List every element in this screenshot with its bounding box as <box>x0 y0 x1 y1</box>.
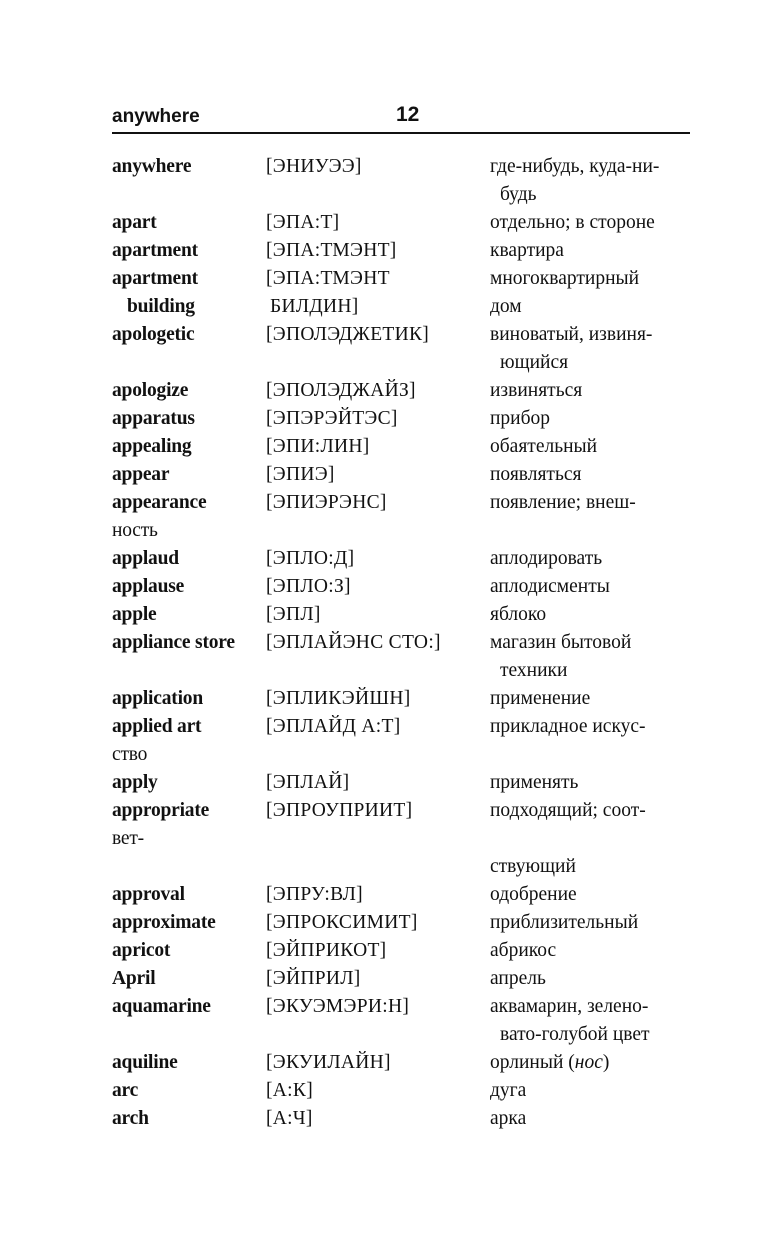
translation-continued: ствующий <box>490 856 576 877</box>
transcription: [ЭПЛАЙЭНС СТО:] <box>266 632 441 653</box>
translation-continued: дом <box>490 296 522 317</box>
entry-line <box>0 237 768 265</box>
translation: применять <box>490 772 579 793</box>
translation: обаятельный <box>490 436 598 457</box>
transcription: [ЭЙПРИЛ] <box>266 968 361 989</box>
transcription: [ЭПЛИКЭЙШН] <box>266 688 411 709</box>
transcription: [ЭПА:Т] <box>266 212 340 233</box>
entry-line <box>0 321 768 349</box>
transcription: [ЭПА:ТМЭНТ <box>266 268 390 289</box>
transcription: [А:К] <box>266 1080 313 1101</box>
transcription: [ЭПИЭ] <box>266 464 335 485</box>
entry-continuation <box>0 853 768 881</box>
entry-line <box>0 433 768 461</box>
transcription: [ЭПЛАЙД А:Т] <box>266 716 401 737</box>
translation: извиняться <box>490 380 583 401</box>
entry-line <box>0 881 768 909</box>
transcription: [ЭПЛ] <box>266 604 321 625</box>
headword: April <box>112 968 156 989</box>
entry-line <box>0 405 768 433</box>
headword: arch <box>112 1108 149 1129</box>
translation-continued: ство <box>112 744 148 765</box>
translation: квартира <box>490 240 564 261</box>
translation-continued: вато-голубой цвет <box>500 1024 650 1045</box>
entry-line <box>0 965 768 993</box>
entry-continuation <box>0 657 768 685</box>
entry-line <box>0 265 768 293</box>
headword: apartment <box>112 268 198 289</box>
entry-continuation <box>0 517 768 545</box>
headword: approval <box>112 884 185 905</box>
transcription-continued: БИЛДИН] <box>270 296 359 317</box>
translation: дуга <box>490 1080 527 1101</box>
entry-line <box>0 769 768 797</box>
entry-line <box>0 601 768 629</box>
headword: application <box>112 688 203 709</box>
translation: аплодисменты <box>490 576 610 597</box>
translation: магазин бытовой <box>490 632 632 653</box>
translation-continued: ность <box>112 520 158 541</box>
translation: аквамарин, зелено- <box>490 996 649 1017</box>
entry-line <box>0 993 768 1021</box>
translation: прикладное искус- <box>490 716 646 737</box>
headword: approximate <box>112 912 216 933</box>
translation: многоквартирный <box>490 268 640 289</box>
translation: арка <box>490 1108 527 1129</box>
transcription: [ЭНИУЭЭ] <box>266 156 362 177</box>
entry-line <box>0 573 768 601</box>
entry-line <box>0 685 768 713</box>
translation-continued: вет- <box>112 828 144 849</box>
entry-line <box>0 629 768 657</box>
entry-line <box>0 797 768 825</box>
entry-line <box>0 545 768 573</box>
translation: приблизительный <box>490 912 639 933</box>
entry-line <box>0 1077 768 1105</box>
translation-continued: будь <box>500 184 537 205</box>
translation: отдельно; в стороне <box>490 212 655 233</box>
headword: apartment <box>112 240 198 261</box>
translation: применение <box>490 688 591 709</box>
translation: апрель <box>490 968 546 989</box>
headword: arc <box>112 1080 139 1101</box>
headword: apparatus <box>112 408 195 429</box>
transcription: [ЭПРУ:ВЛ] <box>266 884 363 905</box>
entry-continuation <box>0 741 768 769</box>
translation-note: нос <box>574 1052 603 1073</box>
headword: apart <box>112 212 157 233</box>
transcription: [ЭПОЛЭДЖЕТИК] <box>266 324 430 345</box>
translation: яблоко <box>490 604 547 625</box>
transcription: [ЭКУЭМЭРИ:Н] <box>266 996 410 1017</box>
transcription: [ЭПРОУПРИИТ] <box>266 800 413 821</box>
page-header <box>112 104 690 134</box>
headword: aquamarine <box>112 996 211 1017</box>
translation-continued: ющийся <box>500 352 569 373</box>
entry-continuation <box>0 293 768 321</box>
entry-line <box>0 209 768 237</box>
entry-line <box>0 713 768 741</box>
translation-text: орлиный ( <box>490 1052 575 1073</box>
translation: виноватый, извиня- <box>490 324 653 345</box>
headword: appearance <box>112 492 207 513</box>
headword: apricot <box>112 940 171 961</box>
transcription: [ЭПА:ТМЭНТ] <box>266 240 397 261</box>
headword: anywhere <box>112 156 192 177</box>
entry-continuation <box>0 1021 768 1049</box>
entry-line <box>0 937 768 965</box>
headword: appropriate <box>112 800 210 821</box>
headword: appealing <box>112 436 192 457</box>
transcription: [ЭКУИЛАЙН] <box>266 1052 391 1073</box>
transcription: [ЭПЛО:Д] <box>266 548 355 569</box>
transcription: [ЭЙПРИКОТ] <box>266 940 387 961</box>
entry-line <box>0 489 768 517</box>
entry-line <box>0 909 768 937</box>
entry-continuation <box>0 825 768 853</box>
entry-line <box>0 461 768 489</box>
translation: абрикос <box>490 940 557 961</box>
translation <box>490 1049 609 1077</box>
page-number: 12 <box>396 103 420 126</box>
transcription: [ЭПРОКСИМИТ] <box>266 912 418 933</box>
translation-continued: техники <box>500 660 568 681</box>
headword: applaud <box>112 548 179 569</box>
translation: одобрение <box>490 884 577 905</box>
translation-text: ) <box>602 1052 610 1073</box>
translation: появляться <box>490 464 582 485</box>
entry-line <box>0 1105 768 1133</box>
entry-line <box>0 153 768 181</box>
translation: прибор <box>490 408 551 429</box>
transcription: [ЭПЭРЭЙТЭС] <box>266 408 398 429</box>
headword: applied art <box>112 716 202 737</box>
translation: появление; внеш- <box>490 492 636 513</box>
headword: aquiline <box>112 1052 178 1073</box>
transcription: [ЭПИЭРЭНС] <box>266 492 387 513</box>
entry-continuation <box>0 349 768 377</box>
transcription: [ЭПЛАЙ] <box>266 772 350 793</box>
headword: applause <box>112 576 185 597</box>
headword: apply <box>112 772 158 793</box>
translation: аплодировать <box>490 548 603 569</box>
translation: подходящий; соот- <box>490 800 646 821</box>
entry-continuation <box>0 181 768 209</box>
headword: appliance store <box>112 632 235 653</box>
headword: apple <box>112 604 157 625</box>
headword-continued: building <box>127 296 195 317</box>
entry-line <box>0 377 768 405</box>
headword: appear <box>112 464 170 485</box>
transcription: [ЭПОЛЭДЖАЙЗ] <box>266 380 416 401</box>
headword: apologetic <box>112 324 195 345</box>
transcription: [А:Ч] <box>266 1108 313 1129</box>
entry-line <box>0 1049 768 1077</box>
transcription: [ЭПИ:ЛИН] <box>266 436 370 457</box>
transcription: [ЭПЛО:З] <box>266 576 351 597</box>
translation: где-нибудь, куда-ни- <box>490 156 660 177</box>
headword: apologize <box>112 380 189 401</box>
running-head: anywhere <box>112 106 200 127</box>
